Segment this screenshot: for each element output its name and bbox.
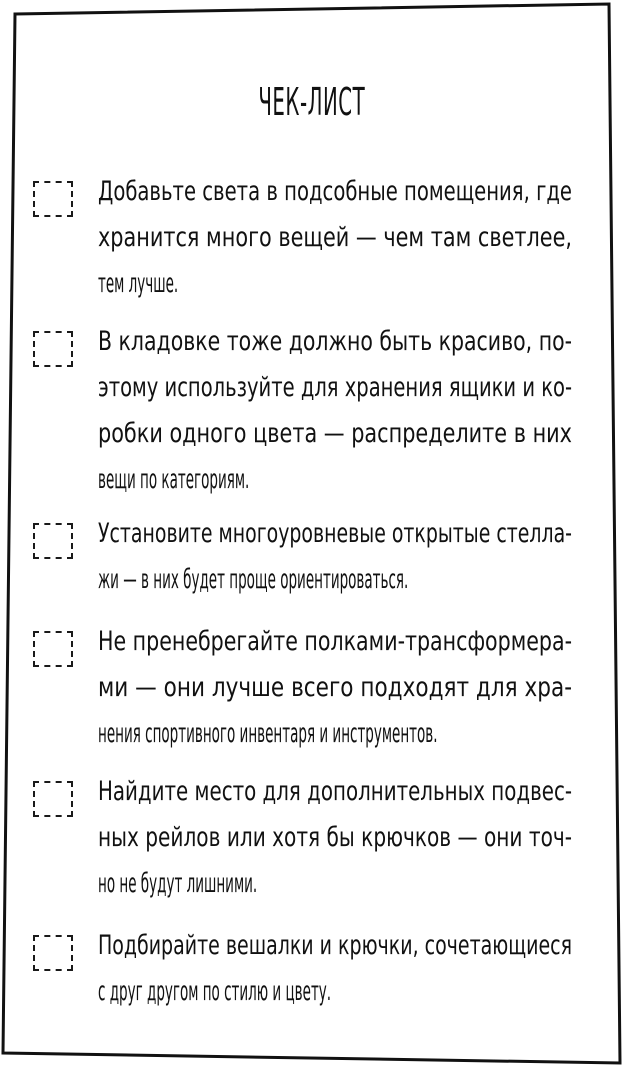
text-line: этому используйте для хранения ящики и ко- bbox=[98, 372, 572, 403]
checkbox[interactable] bbox=[33, 935, 73, 971]
checkbox[interactable] bbox=[33, 331, 73, 367]
text-line: робки одного цвета — распределите в них bbox=[98, 418, 572, 449]
text-line: ми — они лучше всего подходят для хра- bbox=[98, 672, 572, 703]
text-line: Добавьте света в подсобные помещения, где bbox=[98, 176, 572, 207]
checkbox[interactable] bbox=[33, 181, 73, 217]
text-line: Установите многоуровневые открытые стелла- bbox=[98, 518, 572, 549]
text-line: Подбирайте вешалки и крючки, сочетающиеся bbox=[98, 930, 572, 961]
checkbox[interactable] bbox=[33, 631, 73, 667]
text-line: В кладовке тоже должно быть красиво, по- bbox=[98, 326, 572, 357]
text-line: Найдите место для дополнительных подвес- bbox=[98, 776, 572, 807]
item-text bbox=[98, 923, 572, 1015]
text-line: с друг другом по стилю и цвету. bbox=[98, 976, 332, 1007]
page-title: ЧЕК-ЛИСТ bbox=[258, 80, 365, 124]
text-line: но не будут лишними. bbox=[98, 868, 258, 899]
item-text bbox=[98, 769, 572, 907]
item-text bbox=[98, 169, 572, 307]
item-text bbox=[98, 511, 572, 603]
text-line: вещи по категориям. bbox=[98, 464, 250, 495]
text-line: тем лучше. bbox=[98, 268, 179, 299]
checkbox[interactable] bbox=[33, 781, 73, 817]
text-line: жи — в них будет проще ориентироваться. bbox=[98, 564, 409, 595]
text-line: Не пренебрегайте полками-трансформера- bbox=[98, 626, 572, 657]
checkbox[interactable] bbox=[33, 523, 73, 559]
text-line: хранится много вещей — чем там светлее, bbox=[98, 222, 572, 253]
text-line: нения спортивного инвентаря и инструментов. bbox=[98, 718, 438, 749]
item-text bbox=[98, 319, 572, 503]
item-text bbox=[98, 619, 572, 757]
text-line: ных рейлов или хотя бы крючков — они точ- bbox=[98, 822, 572, 853]
